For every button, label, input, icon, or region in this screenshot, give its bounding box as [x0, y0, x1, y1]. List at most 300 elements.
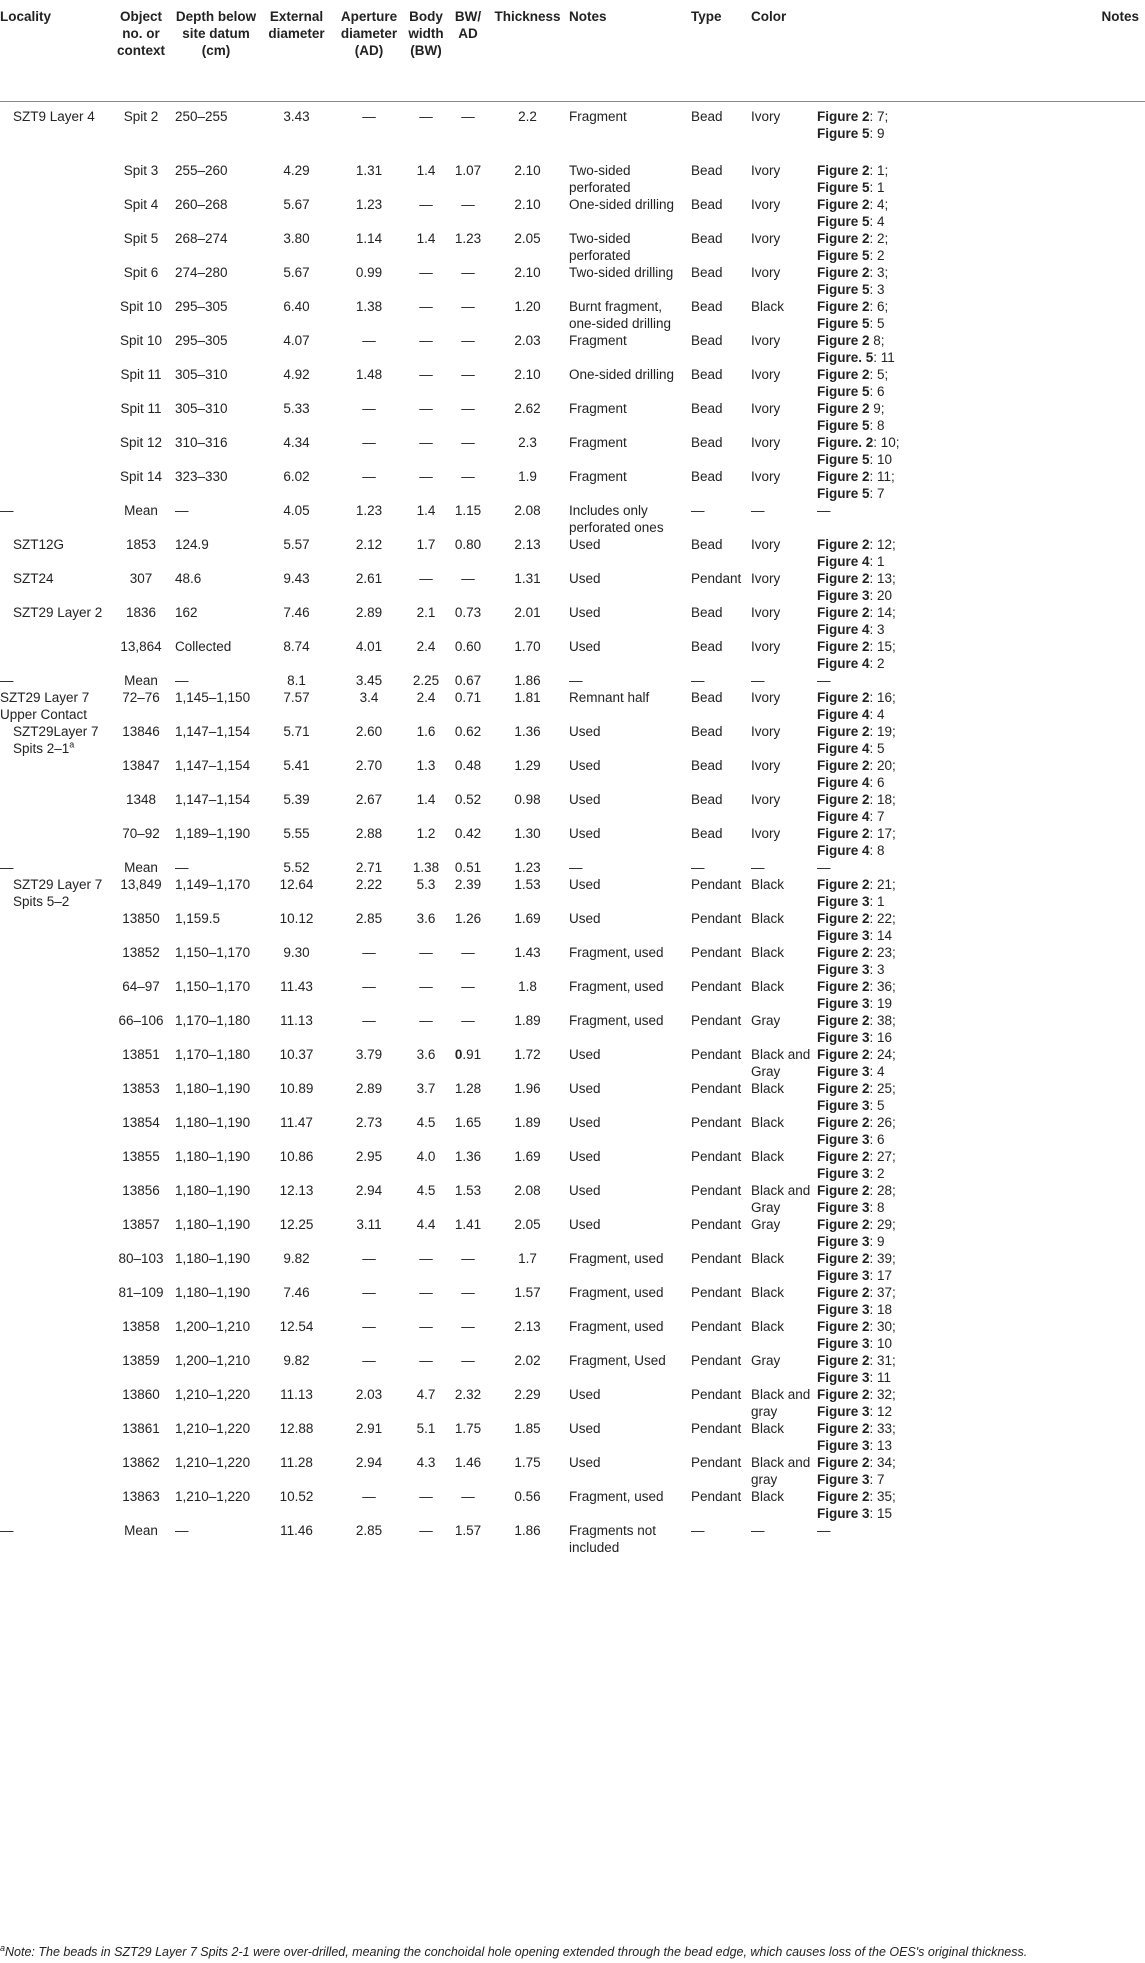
thickness-cell: [488, 162, 567, 196]
figure-label: Figure 4: [817, 741, 870, 756]
aperture-diameter-text: —: [362, 1285, 376, 1300]
figure-label: Figure 2: [817, 299, 870, 314]
external-diameter-cell: [259, 876, 334, 910]
aperture-diameter-cell: [334, 536, 404, 570]
figure-label: Figure 2: [817, 1285, 870, 1300]
depth-cell: [173, 400, 259, 434]
color-cell: [749, 1216, 815, 1250]
figure-label: Figure 2: [817, 333, 870, 348]
notes-text: Fragment, used: [569, 1489, 664, 1504]
color-text: Black and gray: [751, 1455, 811, 1487]
figure-number: : 36;: [869, 979, 896, 994]
figure-label: Figure 3: [817, 996, 870, 1011]
notes-cell: [567, 672, 689, 689]
external-diameter-cell: [259, 1352, 334, 1386]
object-cell: [109, 1114, 173, 1148]
figure-label: Figure 2: [817, 979, 870, 994]
object-text: 1836: [125, 605, 157, 620]
object-cell: [109, 298, 173, 332]
notes-text: Used: [569, 877, 601, 892]
color-cell: [749, 689, 815, 723]
figure-number: : 4: [869, 707, 885, 722]
object-cell: [109, 1046, 173, 1080]
figure-reference-cell: [815, 1318, 1145, 1352]
body-width-text: 1.4: [416, 231, 436, 246]
type-text: Bead: [691, 333, 723, 348]
depth-cell: [173, 570, 259, 604]
depth-text: 1,149–1,170: [175, 877, 251, 892]
notes-text: Fragment, used: [569, 945, 664, 960]
aperture-diameter-text: 1.38: [355, 299, 383, 314]
color-cell: [749, 1522, 815, 1556]
footnote-text: Note: The beads in SZT29 Layer 7 Spits 2-1 were over-drilled, meaning the conchoidal hole opening extended through the bead edge, which causes loss of the OES's original thickness.: [5, 1945, 1028, 1959]
thickness-cell: [488, 298, 567, 332]
body-width-cell: [404, 1454, 448, 1488]
locality-cell: [0, 689, 109, 723]
footnote-ref: a: [69, 739, 75, 750]
thickness-cell: [488, 944, 567, 978]
aperture-diameter-text: —: [362, 1251, 376, 1266]
aperture-diameter-cell: [334, 638, 404, 672]
aperture-diameter-text: —: [362, 108, 376, 124]
color-cell: [749, 1352, 815, 1386]
body-width-text: —: [419, 1353, 433, 1368]
object-cell: [109, 570, 173, 604]
object-cell: [109, 825, 173, 859]
table-row: [0, 876, 1145, 910]
locality-cell: [0, 570, 109, 604]
figure-reference-cell: [815, 723, 1145, 757]
aperture-diameter-text: 2.71: [355, 860, 383, 875]
figure-reference-cell: [815, 1386, 1145, 1420]
aperture-diameter-cell: [334, 1046, 404, 1080]
aperture-diameter-text: 2.94: [355, 1183, 383, 1198]
thickness-text: 1.72: [514, 1047, 541, 1062]
object-text: 13857: [122, 1217, 160, 1232]
table-row: [0, 1522, 1145, 1556]
figure-number: : 4: [869, 214, 885, 229]
thickness-text: 1.36: [514, 724, 541, 739]
figure-label: Figure 2: [817, 469, 870, 484]
thickness-cell: [488, 1522, 567, 1556]
body-width-cell: [404, 1318, 448, 1352]
color-cell: [749, 162, 815, 196]
bw-ad-text: —: [461, 299, 475, 314]
locality-cell: [0, 1148, 109, 1182]
figure-number: : 6: [869, 775, 885, 790]
thickness-text: 1.30: [514, 826, 541, 841]
bw-ad-cell: [448, 876, 488, 910]
thickness-text: 2.29: [514, 1387, 541, 1402]
external-diameter-cell: [259, 434, 334, 468]
body-width-text: 1.4: [416, 163, 436, 178]
bw-ad-cell: [448, 1352, 488, 1386]
external-diameter-cell: [259, 978, 334, 1012]
aperture-diameter-text: 2.85: [355, 1523, 383, 1538]
object-text: Spit 4: [123, 197, 159, 212]
color-text: Ivory: [751, 571, 781, 586]
external-diameter-cell: [259, 859, 334, 876]
thickness-text: 1.70: [514, 639, 541, 654]
figure-label: Figure 3: [817, 1472, 870, 1487]
header-locality: Locality: [0, 9, 52, 24]
body-width-text: —: [419, 571, 433, 586]
figure-reference-cell: [815, 1454, 1145, 1488]
external-diameter-cell: [259, 723, 334, 757]
thickness-text: 2.13: [514, 1319, 541, 1334]
bw-ad-text: —: [461, 469, 475, 484]
locality-cell: [0, 944, 109, 978]
external-diameter-text: 7.46: [283, 605, 310, 620]
aperture-diameter-cell: [334, 1114, 404, 1148]
color-cell: [749, 604, 815, 638]
type-text: Bead: [691, 792, 723, 807]
bw-ad-cell: [448, 570, 488, 604]
bw-ad-bold-digit: 0: [454, 1047, 463, 1062]
aperture-diameter-cell: [334, 723, 404, 757]
type-cell: [689, 298, 749, 332]
thickness-text: 2.13: [514, 537, 541, 552]
external-diameter-text: 10.86: [279, 1149, 314, 1164]
bw-ad-cell: [448, 944, 488, 978]
aperture-diameter-cell: [334, 434, 404, 468]
aperture-diameter-cell: [334, 468, 404, 502]
color-text: Ivory: [751, 639, 781, 654]
depth-cell: [173, 1284, 259, 1318]
bw-ad-cell: [448, 1420, 488, 1454]
object-cell: [109, 1182, 173, 1216]
color-cell: [749, 468, 815, 502]
type-text: —: [691, 1523, 705, 1538]
locality-cell: [0, 1454, 109, 1488]
notes-cell: [567, 196, 689, 230]
figure-label: Figure 2: [817, 792, 870, 807]
figure-reference-cell: [815, 468, 1145, 502]
color-cell: [749, 1148, 815, 1182]
bw-ad-cell: [448, 434, 488, 468]
color-text: Ivory: [751, 265, 781, 280]
aperture-diameter-cell: [334, 400, 404, 434]
external-diameter-text: 12.88: [279, 1421, 314, 1436]
bw-ad-text: —: [461, 367, 475, 382]
thickness-text: 1.89: [514, 1115, 541, 1130]
thickness-cell: [488, 468, 567, 502]
figure-number: : 14: [869, 928, 893, 943]
color-cell: [749, 1250, 815, 1284]
depth-text: 1,210–1,220: [175, 1489, 251, 1504]
notes-text: Fragment, used: [569, 1319, 664, 1334]
body-width-cell: [404, 638, 448, 672]
figure-number: : 2;: [869, 231, 889, 246]
type-text: Pendant: [691, 945, 742, 960]
body-width-cell: [404, 859, 448, 876]
header-row: [0, 0, 1145, 101]
thickness-text: 1.96: [514, 1081, 541, 1096]
figure-label: Figure 2: [817, 826, 870, 841]
depth-cell: [173, 162, 259, 196]
bw-ad-text: —: [461, 108, 475, 124]
body-width-cell: [404, 1182, 448, 1216]
figure-number: : 17: [869, 1268, 893, 1283]
object-cell: [109, 536, 173, 570]
aperture-diameter-cell: [334, 791, 404, 825]
color-cell: [749, 230, 815, 264]
color-text: Ivory: [751, 163, 781, 178]
figure-number: : 2: [869, 248, 885, 263]
bw-ad-cell: [448, 791, 488, 825]
depth-text: 1,180–1,190: [175, 1183, 251, 1198]
notes-cell: [567, 1318, 689, 1352]
body-width-cell: [404, 978, 448, 1012]
bw-ad-text: 0.51: [454, 860, 482, 875]
type-cell: [689, 570, 749, 604]
external-diameter-cell: [259, 689, 334, 723]
color-text: Ivory: [751, 605, 781, 620]
figure-label: Figure 2: [817, 537, 870, 552]
depth-cell: [173, 502, 259, 536]
notes-text: One-sided drilling: [569, 197, 675, 212]
depth-text: 1,200–1,210: [175, 1353, 251, 1368]
object-cell: [109, 791, 173, 825]
thickness-cell: [488, 978, 567, 1012]
locality-text: —: [0, 503, 14, 518]
external-diameter-text: 5.52: [283, 860, 310, 875]
table-row: [0, 536, 1145, 570]
type-text: Bead: [691, 401, 723, 416]
figure-number: : 10: [869, 1336, 893, 1351]
table-row: [0, 757, 1145, 791]
header-bw-ad: BW/ AD: [454, 9, 482, 41]
figure-number: : 5: [869, 316, 885, 331]
notes-cell: [567, 468, 689, 502]
external-diameter-text: 11.13: [280, 1387, 313, 1402]
thickness-text: 1.75: [514, 1455, 541, 1470]
figure-number: : 22;: [869, 911, 896, 926]
type-text: Pendant: [691, 1421, 742, 1436]
bw-ad-text: 1.26: [454, 911, 482, 926]
notes-text: Used: [569, 826, 601, 841]
body-width-text: 1.38: [412, 860, 440, 875]
external-diameter-cell: [259, 468, 334, 502]
notes-text: Used: [569, 758, 601, 773]
body-width-cell: [404, 468, 448, 502]
external-diameter-text: 3.43: [283, 108, 310, 124]
figure-number: 8;: [869, 333, 885, 348]
thickness-text: 2.10: [514, 163, 541, 178]
thickness-cell: [488, 434, 567, 468]
notes-text: Two-sided perforated: [569, 163, 631, 195]
color-cell: [749, 1454, 815, 1488]
body-width-cell: [404, 366, 448, 400]
table-row: [0, 1148, 1145, 1182]
external-diameter-text: 10.89: [279, 1081, 314, 1096]
figure-label: Figure 5: [817, 316, 870, 331]
color-text: Ivory: [751, 792, 781, 807]
aperture-diameter-cell: [334, 1386, 404, 1420]
bw-ad-text: —: [461, 1319, 475, 1334]
notes-text: Fragment: [569, 469, 627, 484]
thickness-cell: [488, 1454, 567, 1488]
body-width-text: 5.1: [416, 1421, 436, 1436]
thickness-cell: [488, 757, 567, 791]
bw-ad-text: —: [461, 1013, 475, 1028]
figure-label: Figure 2: [817, 571, 870, 586]
type-cell: [689, 876, 749, 910]
aperture-diameter-text: —: [362, 979, 376, 994]
body-width-text: —: [419, 108, 433, 124]
depth-text: 1,147–1,154: [175, 724, 251, 739]
notes-text: Fragments not included: [569, 1523, 657, 1555]
notes-cell: [567, 825, 689, 859]
notes-text: Used: [569, 1387, 601, 1402]
external-diameter-text: 10.12: [279, 911, 314, 926]
body-width-text: —: [419, 469, 433, 484]
aperture-diameter-cell: [334, 1454, 404, 1488]
external-diameter-text: 5.71: [283, 724, 310, 739]
color-cell: [749, 298, 815, 332]
figure-number: —: [817, 673, 831, 688]
type-text: Bead: [691, 231, 723, 246]
figure-number: : 29;: [869, 1217, 896, 1232]
type-text: Pendant: [691, 979, 742, 994]
thickness-text: 1.69: [514, 1149, 541, 1164]
type-cell: [689, 1318, 749, 1352]
depth-cell: [173, 1148, 259, 1182]
depth-text: 1,147–1,154: [175, 758, 251, 773]
body-width-text: —: [419, 265, 433, 280]
aperture-diameter-cell: [334, 332, 404, 366]
object-text: Spit 12: [119, 435, 163, 450]
color-cell: [749, 1386, 815, 1420]
external-diameter-text: 5.57: [283, 537, 310, 552]
object-text: 13851: [122, 1047, 160, 1062]
table-row: [0, 502, 1145, 536]
depth-cell: [173, 332, 259, 366]
type-text: Bead: [691, 758, 723, 773]
figure-number: : 30;: [869, 1319, 896, 1334]
table-body: [0, 101, 1145, 1556]
object-text: 72–76: [122, 690, 160, 705]
color-cell: [749, 1488, 815, 1522]
figure-label: Figure 2: [817, 911, 870, 926]
notes-text: Used: [569, 1217, 601, 1232]
notes-cell: [567, 1216, 689, 1250]
aperture-diameter-text: —: [362, 333, 376, 348]
body-width-text: 4.0: [416, 1149, 436, 1164]
body-width-text: 5.3: [416, 877, 436, 892]
depth-cell: [173, 230, 259, 264]
locality-text: SZT29Layer 7 Spits 2–1: [13, 724, 99, 756]
type-text: Bead: [691, 163, 723, 178]
body-width-text: —: [419, 1523, 433, 1538]
external-diameter-text: 9.82: [283, 1251, 310, 1266]
external-diameter-text: 7.46: [283, 1285, 310, 1300]
figure-reference-cell: [815, 689, 1145, 723]
figure-reference-cell: [815, 978, 1145, 1012]
thickness-text: 1.53: [514, 877, 541, 892]
figure-reference-cell: [815, 162, 1145, 196]
color-text: Ivory: [751, 333, 781, 348]
figure-reference-cell: [815, 638, 1145, 672]
type-text: Pendant: [691, 1251, 742, 1266]
external-diameter-text: 5.55: [283, 826, 310, 841]
bw-ad-cell: [448, 536, 488, 570]
body-width-cell: [404, 825, 448, 859]
depth-text: —: [175, 860, 189, 875]
locality-cell: [0, 1352, 109, 1386]
bw-ad-cell: [448, 1046, 488, 1080]
color-text: Ivory: [751, 435, 781, 450]
type-text: Pendant: [691, 1387, 742, 1402]
bw-ad-text: —: [461, 435, 475, 450]
figure-number: : 19;: [869, 724, 896, 739]
body-width-text: —: [419, 197, 433, 212]
depth-cell: [173, 689, 259, 723]
figure-number: : 1: [869, 180, 885, 195]
bw-ad-cell: [448, 1488, 488, 1522]
external-diameter-text: 4.29: [283, 163, 310, 178]
figure-reference-cell: [815, 757, 1145, 791]
aperture-diameter-cell: [334, 230, 404, 264]
notes-cell: [567, 944, 689, 978]
locality-cell: [0, 910, 109, 944]
figure-number: : 6;: [869, 299, 889, 314]
external-diameter-text: 5.67: [283, 197, 310, 212]
depth-cell: [173, 910, 259, 944]
locality-text: SZT29 Layer 7 Spits 5–2: [13, 877, 103, 909]
type-cell: [689, 1148, 749, 1182]
depth-cell: [173, 434, 259, 468]
bw-ad-cell: [448, 1216, 488, 1250]
external-diameter-cell: [259, 162, 334, 196]
figure-number: : 38;: [869, 1013, 896, 1028]
external-diameter-cell: [259, 757, 334, 791]
figure-number: : 3: [869, 622, 885, 637]
object-text: 64–97: [122, 979, 160, 994]
figure-reference-cell: [815, 1522, 1145, 1556]
color-cell: [749, 791, 815, 825]
figure-label: Figure 2: [817, 197, 870, 212]
external-diameter-cell: [259, 1114, 334, 1148]
type-text: Bead: [691, 299, 723, 314]
body-width-text: 2.4: [416, 639, 436, 654]
figure-label: Figure 5: [817, 486, 870, 501]
aperture-diameter-text: 1.14: [355, 231, 383, 246]
locality-cell: [0, 723, 109, 757]
locality-text: —: [0, 860, 14, 875]
type-text: Bead: [691, 537, 723, 552]
body-width-text: 3.6: [416, 911, 436, 926]
depth-text: 1,180–1,190: [175, 1251, 251, 1266]
notes-cell: [567, 876, 689, 910]
object-cell: [109, 1522, 173, 1556]
figure-label: Figure 3: [817, 1064, 870, 1079]
thickness-cell: [488, 332, 567, 366]
body-width-text: —: [419, 367, 433, 382]
thickness-cell: [488, 536, 567, 570]
thickness-cell: [488, 859, 567, 876]
aperture-diameter-text: 2.70: [355, 758, 383, 773]
aperture-diameter-cell: [334, 502, 404, 536]
depth-text: 323–330: [175, 469, 228, 484]
object-cell: [109, 757, 173, 791]
type-cell: [689, 1284, 749, 1318]
object-cell: [109, 1216, 173, 1250]
type-cell: [689, 162, 749, 196]
bw-ad-cell: [448, 672, 488, 689]
type-cell: [689, 723, 749, 757]
notes-text: Fragment, used: [569, 979, 664, 994]
